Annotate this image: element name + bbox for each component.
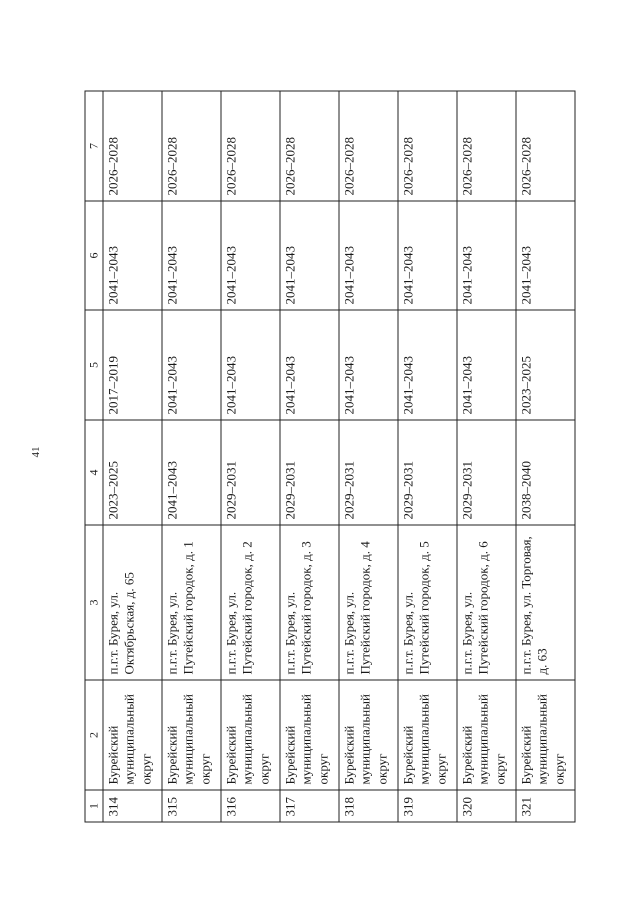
period-cell: 2029–2031: [457, 420, 516, 525]
period-cell: 2041–2043: [103, 201, 162, 310]
period-cell: 2041–2043: [221, 310, 280, 420]
row-number-cell: 316: [221, 790, 280, 822]
district-cell: Бурейский муниципальный округ: [457, 680, 516, 790]
table-row: [398, 91, 457, 822]
column-header: 6: [85, 201, 103, 310]
row-number-cell: 320: [457, 790, 516, 822]
address-cell: п.г.т. Бурея, ул. Путейский городок, д. 1: [162, 525, 221, 680]
table-row: [457, 91, 516, 822]
table-row: [339, 91, 398, 822]
period-cell: 2038–2040: [516, 420, 575, 525]
table-header-row: [85, 91, 103, 822]
address-cell: п.г.т. Бурея, ул. Путейский городок, д. 4: [339, 525, 398, 680]
period-cell: 2029–2031: [339, 420, 398, 525]
period-cell: 2029–2031: [398, 420, 457, 525]
period-cell: 2023–2025: [103, 420, 162, 525]
period-cell: 2041–2043: [339, 310, 398, 420]
period-cell: 2041–2043: [162, 310, 221, 420]
period-cell: 2041–2043: [516, 201, 575, 310]
period-cell: 2026–2028: [103, 91, 162, 201]
period-cell: 2026–2028: [280, 91, 339, 201]
period-cell: 2029–2031: [280, 420, 339, 525]
address-cell: п.г.т. Бурея, ул. Октябрьская, д. 65: [103, 525, 162, 680]
period-cell: 2041–2043: [221, 201, 280, 310]
row-number-cell: 319: [398, 790, 457, 822]
period-cell: 2041–2043: [280, 201, 339, 310]
table-row: [221, 91, 280, 822]
row-number-cell: 315: [162, 790, 221, 822]
district-cell: Бурейский муниципальный округ: [162, 680, 221, 790]
district-cell: Бурейский муниципальный округ: [516, 680, 575, 790]
period-cell: 2041–2043: [398, 310, 457, 420]
district-cell: Бурейский муниципальный округ: [398, 680, 457, 790]
page-number: 41: [30, 446, 42, 458]
period-cell: 2026–2028: [457, 91, 516, 201]
column-header: 1: [85, 790, 103, 822]
period-cell: 2041–2043: [457, 201, 516, 310]
table-row: [516, 91, 575, 822]
district-cell: Бурейский муниципальный округ: [221, 680, 280, 790]
table-row: [162, 91, 221, 822]
period-cell: 2026–2028: [398, 91, 457, 201]
row-number-cell: 317: [280, 790, 339, 822]
column-header: 3: [85, 525, 103, 680]
column-header: 5: [85, 310, 103, 420]
registry-table-container: [84, 91, 566, 822]
table-row: [280, 91, 339, 822]
period-cell: 2023–2025: [516, 310, 575, 420]
column-header: 2: [85, 680, 103, 790]
address-cell: п.г.т. Бурея, ул. Путейский городок, д. 6: [457, 525, 516, 680]
period-cell: 2029–2031: [221, 420, 280, 525]
period-cell: 2041–2043: [162, 201, 221, 310]
period-cell: 2041–2043: [457, 310, 516, 420]
registry-table: [84, 90, 575, 822]
table-row: [103, 91, 162, 822]
period-cell: 2026–2028: [162, 91, 221, 201]
column-header: 4: [85, 420, 103, 525]
period-cell: 2017–2019: [103, 310, 162, 420]
period-cell: 2041–2043: [398, 201, 457, 310]
row-number-cell: 314: [103, 790, 162, 822]
address-cell: п.г.т. Бурея, ул. Путейский городок, д. 3: [280, 525, 339, 680]
address-cell: п.г.т. Бурея, ул. Путейский городок, д. 5: [398, 525, 457, 680]
period-cell: 2026–2028: [339, 91, 398, 201]
district-cell: Бурейский муниципальный округ: [339, 680, 398, 790]
district-cell: Бурейский муниципальный округ: [280, 680, 339, 790]
district-cell: Бурейский муниципальный округ: [103, 680, 162, 790]
column-header: 7: [85, 91, 103, 201]
address-cell: п.г.т. Бурея, ул. Путейский городок, д. 2: [221, 525, 280, 680]
period-cell: 2026–2028: [221, 91, 280, 201]
row-number-cell: 318: [339, 790, 398, 822]
row-number-cell: 321: [516, 790, 575, 822]
address-cell: п.г.т. Бурея, ул. Торговая, д. 63: [516, 525, 575, 680]
period-cell: 2026–2028: [516, 91, 575, 201]
period-cell: 2041–2043: [339, 201, 398, 310]
period-cell: 2041–2043: [280, 310, 339, 420]
period-cell: 2041–2043: [162, 420, 221, 525]
